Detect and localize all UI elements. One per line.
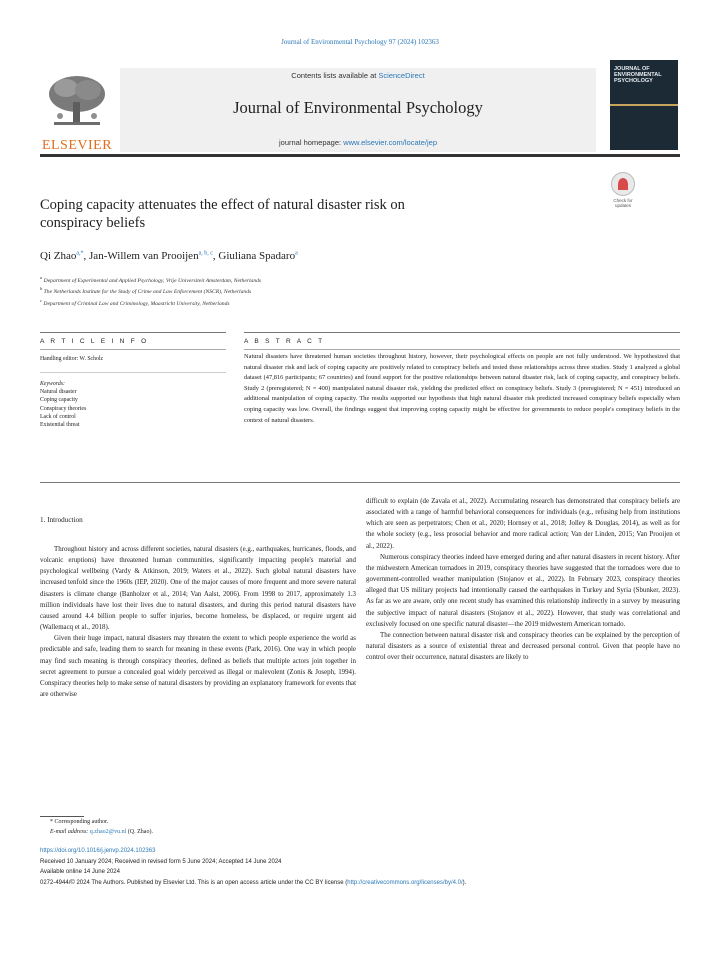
article-info-heading: A R T I C L E I N F O: [40, 338, 149, 345]
elsevier-tree-icon: [46, 72, 108, 130]
handling-rule: [40, 372, 226, 373]
affiliation: $^c$ Department of Criminal Law and Criminology, Maastricht University, Netherlands: [40, 297, 230, 307]
paragraph: Throughout history and across different societies, natural disasters (e.g., earthquakes, hurricanes, floods, and volcanic eruptions) have threatened human communities, significantly impacting people's material and psychological wellbeing (Vardy & Atkinson, 2019; Waters et al., 2022). Such global natural disasters have increased tenfold since the 1960s (IEP, 2020). One of the major causes of more frequent and more severe natural disasters is climate change (Banholzer et al., 2014; Van Aalst, 2006). From 1998 to 2017, approximately 1.3 million individuals have lost their lives due to natural disasters, and during this period natural disasters have caused around 4.4 billion people to suffer injuries, become homeless, be displaced, or require urgent aid (Wallemacq et al., 2018).: [40, 546, 356, 632]
author-list: Qi Zhao$^{a,*}$, Jan-Willem van Prooijen$^{a, b, c}$, Giuliana Spadaro$^a$: [40, 250, 298, 262]
author-name[interactable]: Qi Zhao: [40, 250, 77, 262]
contents-line: [120, 71, 596, 80]
author-affil-marker[interactable]: a,*: [76, 250, 84, 257]
keyword[interactable]: Conspiracy theories: [40, 405, 87, 412]
doi-link[interactable]: https://doi.org/10.1016/j.jenvp.2024.102363: [40, 848, 156, 854]
abstract-text: Natural disasters have threatened human societies throughout history, however, their psychological effects on people are not fully understood. We hypothesized that natural disaster risk and lack of coping capacity are positively related to conspiracy beliefs and tested these relationships across three studies. Study 1 analyzed a global dataset (47,816 participants; 67 countries) and found support for the positive relationships between natural disaster risk, lack of coping capacity, and conspiracy beliefs. Study 2 (preregistered; N = 400) manipulated natural disaster risk, yielding the predicted effect on conspiracy beliefs. Study 3 (preregistered; N = 451) introduced an additional manipulation of coping capacity. The results supported our hypothesis that high natural disaster risk predicted increased conspiracy beliefs especially when coping capacity was low. Overall, the findings suggest that improving coping capacity might be effective for governments to reduce people's conspiracy beliefs in the context of natural disasters.: [244, 353, 680, 424]
author-affil-marker[interactable]: a: [295, 250, 298, 257]
paragraph: difficult to explain (de Zavala et al., 2022). Accumulating research has demonstrated that conspiracy beliefs are associated with a range of harmful behavioral consequences for individuals (e.g., refusing help from institutions which are seen as perpetrators; Chen et al., 2020; Hornsey et al., 2018; Jolley & Douglas, 2014), as well as for the whole society (e.g., less prosocial behavior and more radical action; Van der Linden, 2015; Van Prooijen et al., 2022).: [366, 498, 680, 550]
paragraph: Given their huge impact, natural disasters may threaten the extent to which people experience the world as predictable and safe, leading them to search for meaning in these events (Park, 2016). One way in which people may find such meaning is through conspiracy theories, defined as beliefs that multiple actors join together in secret agreement to pursue a concealed goal widely perceived as illegal or malevolent (Zonis & Joseph, 1994). Conspiracy theories help to make sense of natural disasters by providing an explanatory framework for events that are otherwise: [40, 635, 356, 699]
received-dates: Received 10 January 2024; Received in revised form 5 June 2024; Accepted 14 June 2024: [40, 858, 282, 865]
keyword[interactable]: Lack of control: [40, 413, 76, 420]
journal-title[interactable]: Journal of Environmental Psychology: [233, 98, 483, 117]
masthead-center: [120, 68, 596, 152]
paragraph: The connection between natural disaster risk and conspiracy theories can be explained by the perception of natural disasters as a source of existential threat and decreased personal control. Given that people have no control over their occurrence, natural disasters are likely to: [366, 631, 680, 662]
paragraph: Numerous conspiracy theories indeed have emerged during and after natural disasters in recent history. After the midwestern American tornadoes in 2019, conspiracy theories have suggested that the tornadoes were due to government-controlled weather manipulation (Stojanov et al., 2022). In February 2023, conspiracy theories alleged that US military projects had intentionally caused the earthquakes in Turkey and Syria (Sbunker, 2023). As far as we are aware, only one recent study has examined this relationship indirectly in a survey by measuring the subjective impact of natural disasters (Stojanov et al., 2022). However, that study was correlational and exclusively focused on one specific natural disaster—the 2019 midwestern American tornado.: [366, 553, 680, 628]
affiliation: $^b$ The Netherlands Institute for the Study of Crime and Law Enforcement (NSCR), Netherlands: [40, 286, 252, 296]
masthead-rule: [40, 154, 680, 157]
elsevier-logo[interactable]: [40, 68, 114, 153]
available-online: Available online 14 June 2024: [40, 869, 120, 876]
abstract-bottom-rule: [40, 482, 680, 483]
check-updates-label: Check for updates: [613, 198, 633, 208]
homepage-link[interactable]: www.elsevier.com/locate/jep: [343, 138, 437, 147]
body-column-left: [40, 544, 356, 700]
author-name[interactable]: Jan-Willem van Prooijen: [89, 250, 199, 262]
handling-editor: Handling editor: W. Scholz: [40, 356, 104, 362]
running-head[interactable]: Journal of Environmental Psychology 97 (2024) 102363: [281, 38, 439, 46]
corresponding-author-note: * Corresponding author.: [50, 819, 109, 825]
section-heading: 1. Introduction: [40, 516, 83, 524]
keyword[interactable]: Natural disaster: [40, 389, 77, 396]
abstract-top-rule: [244, 332, 680, 333]
keyword[interactable]: Existential threat: [40, 422, 80, 429]
keyword[interactable]: Coping capacity: [40, 397, 78, 404]
article-info-head-rule: [40, 349, 226, 350]
homepage-line: [120, 138, 596, 147]
sciencedirect-link[interactable]: ScienceDirect: [378, 71, 425, 80]
abstract-head-rule: [244, 349, 680, 350]
abstract-heading: A B S T R A C T: [244, 338, 325, 345]
elsevier-wordmark: ELSEVIER: [41, 138, 113, 153]
cover-stripe: [610, 104, 678, 106]
author-name[interactable]: Giuliana Spadaro: [218, 250, 296, 262]
article-title-line-1: Coping capacity attenuates the effect of natural disaster risk on: [40, 197, 405, 213]
license-line: 0272-4944/© 2024 The Authors. Published by Elsevier Ltd. This is an open access article under the CC BY license (http://creativecommons.org/licenses/by/4.0/).: [40, 879, 467, 886]
author-affil-marker[interactable]: a, b, c: [198, 250, 213, 257]
keywords-title: Keywords:: [40, 381, 65, 387]
article-info-top-rule: [40, 332, 226, 333]
email-link[interactable]: q.zhao2@vu.nl: [89, 828, 127, 835]
email-line: E-mail address: q.zhao2@vu.nl (Q. Zhao).: [50, 828, 153, 835]
contents-prefix: Contents lists available at: [291, 71, 379, 80]
journal-cover[interactable]: [610, 60, 678, 150]
cover-title: JOURNAL OF ENVIRONMENTAL PSYCHOLOGY: [614, 66, 662, 84]
affiliation: $^a$ Department of Experimental and Applied Psychology, Vrije Universiteit Amsterdam, Netherlands: [40, 275, 262, 284]
article-title-line-2: conspiracy beliefs: [40, 215, 146, 231]
footnote-rule: [40, 816, 84, 817]
journal-masthead: [40, 60, 680, 152]
license-link[interactable]: http://creativecommons.org/licenses/by/4.0/: [347, 879, 463, 886]
article-title: [40, 196, 580, 232]
article-meta: [40, 846, 700, 888]
keywords-block: [40, 380, 220, 429]
footnote: [50, 818, 153, 837]
body-column-right: [366, 496, 680, 663]
homepage-prefix: journal homepage:: [278, 138, 344, 147]
check-for-updates-badge[interactable]: [608, 172, 638, 208]
affiliations: [40, 274, 660, 308]
check-updates-icon: [611, 172, 635, 196]
